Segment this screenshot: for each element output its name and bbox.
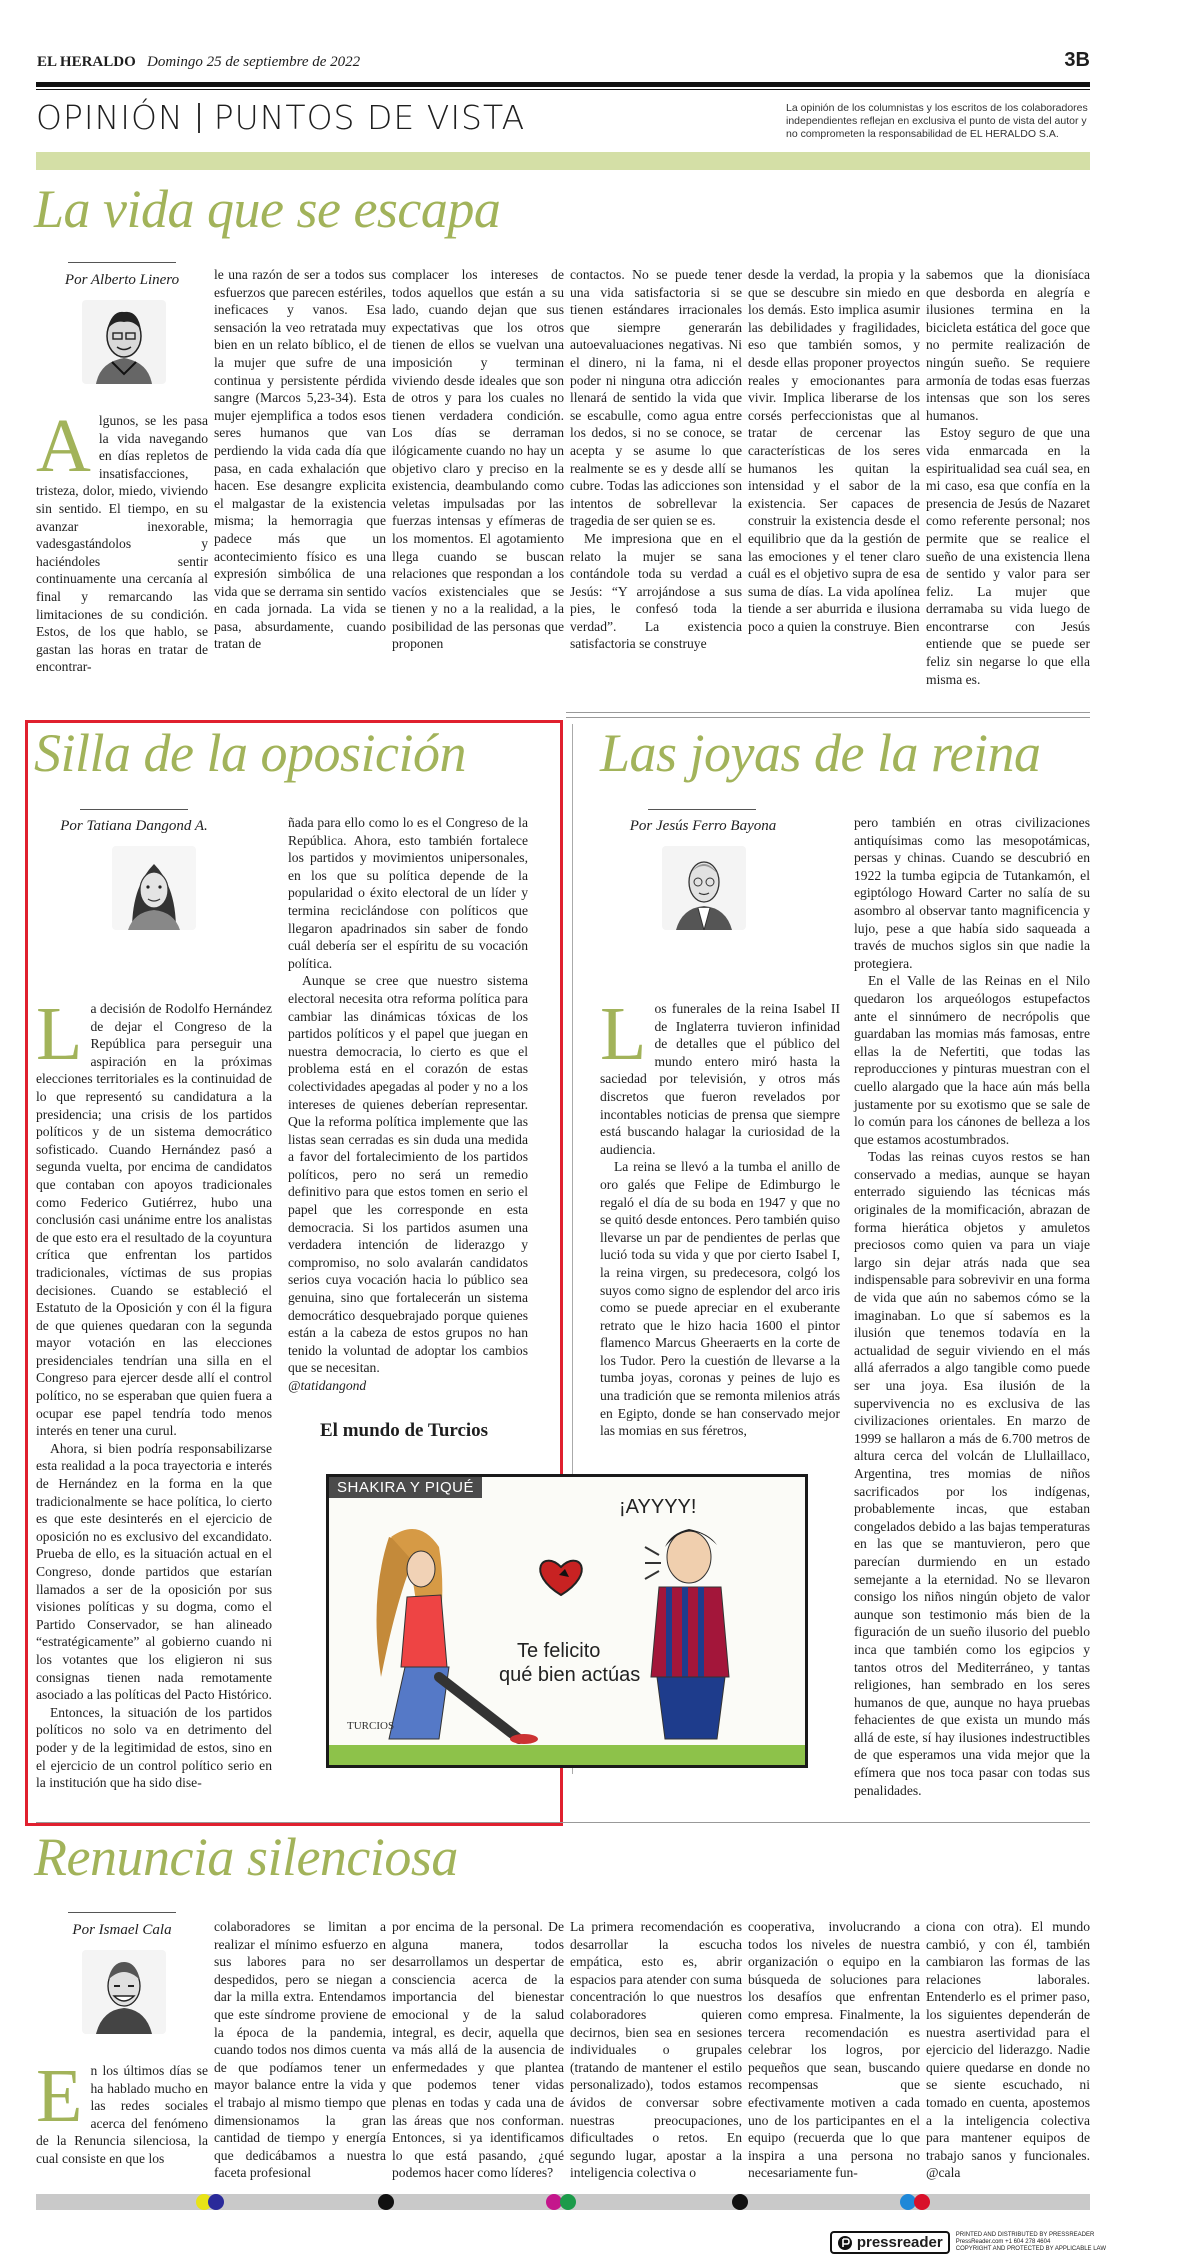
newspaper-header bbox=[37, 52, 360, 71]
registration-dot bbox=[560, 2194, 576, 2210]
paragraph: La reina se llevó a la tumba el anillo de oro galés que Felipe de Edimburgo le regaló el día de su boda en 1947 y que no se quitó desde entonces. Pero también quiso llevarse un par de pendientes de perlas que lució toda su vida y que por cierto Isabel I, la reina virgen, su predecesora, colgó los suyos como signo de esplendor del arco iris como se puede apreciar en el exuberante retrato que le hizo hacia 1600 el pintor flamenco Marcus Gheeraerts en la corte de los Tudor. Pero la cuestión de llevarse a la tumba joyas, coronas y peines de lujo es una tradición que se remonta milenios atrás en Egipto, donde se han conservado mejor las momias en sus féretros, bbox=[600, 1159, 840, 1439]
article-column bbox=[748, 266, 920, 635]
article-column bbox=[288, 814, 528, 1395]
article-byline: Por Jesús Ferro Bayona bbox=[629, 818, 777, 834]
print-color-bar bbox=[36, 2194, 1090, 2210]
paragraph: Aunque se cree que nuestro sistema electoral necesita otra reforma política para cambiar las dinámicas tóxicas de los partidos políticos y el papel que juegan en nuestra democracia, lo cierto es que el problema está en el corazón de estas colectividades apegadas al poder y no a los intereses de quienes deberían representar. Que la reforma política implemente que las listas sean cerradas es sin duda una medida a favor del fortalecimiento de los partidos políticos, pero no será un remedio definitivo para que estos tomen en serio el papel que les corresponde en esta democracia. Si los partidos asumen una verdadera intención de liderazgo y compromiso, no solo avalarán candidatos serios cuya vocación hacia lo público sea genuina, sino que fortalecerán un sistema democrático desquebrajado porque quienes están a la cabeza de estos grupos no han tenido la voluntad de adoptar los cambios que se necesitan. bbox=[288, 973, 528, 1376]
cartoon-illustration bbox=[329, 1477, 805, 1765]
author-portrait bbox=[662, 846, 746, 930]
section-divider bbox=[198, 103, 200, 133]
byline-rule bbox=[648, 809, 756, 810]
registration-dot bbox=[378, 2194, 394, 2210]
paragraph: sabemos que la dionisíaca que desborda en alegría e ilusiones termina en la bicicleta estática del goce que no permite realización de ningún sueño. Se requiere armonía de todas esas fuerzas intensas que son los seres humanos. bbox=[926, 267, 1090, 423]
author-portrait bbox=[112, 846, 196, 930]
article-title: Renuncia silenciosa bbox=[34, 1827, 458, 1887]
author-portrait bbox=[82, 300, 166, 384]
article-column bbox=[926, 1918, 1090, 2182]
divider bbox=[566, 717, 1090, 718]
paragraph: ñada para ello como lo es el Congreso de la República. Ahora, esto también fortalece los partidos y movimientos unipersonales, en los que su política depende de la popularidad o éxito electoral de un líder y termina reciclándose con políticos que llegaron apadrinados sin saber de fondo cuál debería ser el espíritu de su vocación política. bbox=[288, 815, 528, 971]
article-title: Las joyas de la reina bbox=[600, 723, 1041, 783]
article-column bbox=[214, 266, 386, 653]
paragraph: En el Valle de las Reinas en el Nilo quedaron los arqueólogos estupefactos ante el sinnúmero de necrópolis que guardaban las momias más famosas, entre ellas la de Nefertiti, que todas las reproducciones y pinturas muestran con el cuello alargado que la hace aún más bella justamente por su exotismo que se sale de lo común para los cánones de belleza a los que estamos acostumbrados. bbox=[854, 973, 1090, 1147]
paragraph: n los últimos días se ha hablado mucho en las redes sociales acerca del fenómeno de la Renuncia silenciosa, la cual consiste en que los bbox=[36, 2063, 208, 2166]
article-title: La vida que se escapa bbox=[34, 179, 501, 239]
byline-rule bbox=[68, 1912, 176, 1913]
article-column bbox=[748, 1918, 920, 2182]
paragraph: os funerales de la reina Isabel II de Inglaterra tuvieron infinidad de detalles que el público del mundo entero miró hasta la saciedad por televisión, y otros más discretos que fueron revelados por incontables noticias de prensa que siempre está buscando halagar la curiosidad de la audiencia. bbox=[600, 1001, 840, 1157]
cartoon-title: El mundo de Turcios bbox=[320, 1420, 489, 1441]
pressreader-icon bbox=[837, 2235, 853, 2251]
author-handle: @tatidangond bbox=[288, 1378, 367, 1393]
footer-line: PressReader.com +1 604 278 4604 bbox=[955, 2239, 1051, 2245]
section-band bbox=[36, 152, 1090, 170]
cartoon-signature: TURCIOS bbox=[347, 1720, 395, 1732]
paragraph: lgunos, se les pasa la vida navegando en días repletos de insatisfacciones, tristeza, dolor, miedo, viviendo sin sentido. El tiempo, en su avanzar inexorable, vadesgastándolos y haciéndoles sentir continuamente una cercanía al final y remarcando las limitaciones de su condición. Estos, de los que hablo, se gastan las horas en tratar de encontrar- bbox=[36, 413, 208, 675]
registration-dot bbox=[914, 2194, 930, 2210]
paragraph: desde la verdad, la propia y la que se descubre sin miedo en los demás. Esto implica asumir las debilidades y fragilidades, eso que también somos, y desde ellas proponer proyectos reales y emocionantes para vivir. Implica liberarse de los corsés perfeccionistas que al tratar de cercenar las características de los seres humanos les quitan la intensidad y el sabor de la existencia. Ser capaces de construir la existencia desde el equilibrio que da la gestión de las emociones y el tener claro cuál es el objetivo supra de esa suma de días. La vida apolínea tiende a ser aburrida e ilusiona poco a quien la construye. Bien bbox=[748, 267, 920, 634]
paragraph: Entonces, la situación de los partidos políticos no solo va en detrimento del poder y de la legitimidad de estos, sino en el ejercicio de un control político serio en la institución que ha sido dise- bbox=[36, 1704, 272, 1791]
drop-cap: L bbox=[600, 992, 647, 1076]
pressreader-footer bbox=[830, 2231, 1106, 2254]
author-portrait bbox=[82, 1950, 166, 2034]
paragraph: ciona con otra). El mundo cambió, y con él, también cambiaron las formas de las relaciones laborales. Entenderlo es el primer paso, los siguientes dependerán de nuestra asertividad para el ejercicio del liderazgo. Nadie quiere quedarse en donde no se siente escuchado, ni tomado en cuenta, apostemos a la inteligencia colectiva para mantener equipos de trabajo sanos y funcionales. @cala bbox=[926, 1919, 1090, 2181]
article-column bbox=[36, 404, 208, 676]
article-column bbox=[600, 992, 840, 1440]
disclaimer: La opinión de los columnistas y los escritos de los colaboradores independientes reflejan en exclusiva el punto de vista del autor y no comprometen la responsabilidad de EL HERALDO S.A. bbox=[786, 102, 1088, 140]
article-column bbox=[854, 814, 1090, 1799]
paragraph: Me impresiona que en el relato la mujer se sana contándole toda su verdad a Jesús: “Y arrojándose a sus pies, le confesó toda la verdad”. La existencia satisfactoria se construye bbox=[570, 530, 742, 652]
drop-cap: L bbox=[36, 992, 83, 1076]
section-label: OPINIÓN bbox=[36, 98, 184, 137]
article-column bbox=[36, 2054, 208, 2168]
article-column bbox=[392, 1918, 564, 2182]
article-byline: Por Ismael Cala bbox=[72, 1922, 172, 1938]
paragraph: pero también en otras civilizaciones antiquísimas como las mesopotámicas, persas y chinas. Cuando se descubrió en 1922 la tumba egipcia de Tutankamón, el egiptólogo Howard Carter no salía de su asombro al observar tanto magnificencia y lujo, pese a que había sido saqueada a través de muchos siglos sin que nadie la protegiera. bbox=[854, 815, 1090, 971]
paragraph: Ahora, si bien podría responsabilizarse esta realidad a la poca trayectoria e interés de Hernández en la forma en la que tradicionalmente se hace política, lo cierto es que este desinterés en el ejercicio de oposición no es exclusivo del excandidato. Prueba de ello, es la situación actual en el Congreso, donde partidos que estarían llamados a ser de la oposición por sus visiones políticas y su dogma, como el Partido Conservador, se han alineado “estratégicamente” al gobierno cuando ni los votantes que los eligieron ni sus consignas tienen nada remotamente asociado a las políticas del Pacto Histórico. bbox=[36, 1440, 272, 1703]
article-byline: Por Tatiana Dangond A. bbox=[60, 818, 208, 834]
pressreader-brand: pressreader bbox=[856, 2234, 943, 2251]
article-title: Silla de la oposición bbox=[34, 723, 466, 783]
paragraph: La primera recomendación es desarrollar la escucha empática, esto es, abrir espacios para atender con suma concentración lo que nuestros colaboradores quieren decirnos, bien sea en sesiones individuales o grupales (tratando de mantener el estilo personalizado), todos estamos ávidos de conversar sobre nuestras preocupaciones, dificultades o retos. En segundo lugar, apostar a la inteligencia colectiva o bbox=[570, 1919, 742, 2181]
section-title bbox=[36, 98, 525, 137]
footer-line: PRINTED AND DISTRIBUTED BY PRESSREADER bbox=[955, 2232, 1095, 2238]
article-byline: Por Alberto Linero bbox=[64, 272, 180, 288]
paper-name: EL HERALDO bbox=[37, 54, 136, 70]
subsection-label: PUNTOS DE VISTA bbox=[213, 98, 526, 137]
paragraph: Todas las reinas cuyos restos se han conservado a medias, aunque se hayan enterrado siguiendo las técnicas más originales de la momificación, abrazan de forma hierática objetos y amuletos preciosos como quien va para un viaje largo sin dejar atrás nada que sea indispensable para sobrevivir en una forma de vida que aún no sabemos cómo se la imaginaban. Lo que sí sabemos es la ilusión que tenemos todavía en la actualidad de seguir viviendo en el más allá aferrados a algo tangible como puede ser una joya. Esa ilusión de la supervivencia no es exclusiva de las civilizaciones orientales. En marzo de 1999 se hallaron a más de 6.700 metros de altura cerca del volcán de Llullaillaco, Argentina, tres momias de niños sacrificados por los indígenas, probablemente incas, que estaban congelados debido a las bajas temperaturas en las que se mantuvieron, pero que parecían durmiendo en un estado semejante a la eternidad. No se llevaron consigo los niños ningún objeto de valor aunque son testimonio más bien de la figuración de un sueño ilusorio del pueblo inca que también como los egipcios y tantos otros del Mediterráneo, y tantas religiones, han sembrado en los seres humanos de que, aunque no haya pruebas fehacientes de que exista un mundo más allá de este, sí hay ilusiones indestructibles de que esperamos una vida mejor que la efímera que nos toca pasar con todas sus penalidades. bbox=[854, 1149, 1090, 1798]
header-rule bbox=[36, 82, 1090, 87]
speech-bubble-2: qué bien actúas bbox=[499, 1664, 641, 1686]
paragraph: por encima de la personal. De alguna manera, todos desarrollamos un despertar de consciencia acerca de la importancia del bienestar emocional y de la salud integral, es decir, aquella que va más allá de la ausencia de enfermedades y que plantea que podemos tener vidas plenas en todas y cada una de las áreas que nos conforman. Entonces, si ya identificamos lo que está pasando, ¿qué podemos hacer como líderes? bbox=[392, 1919, 564, 2181]
byline-rule bbox=[68, 262, 176, 263]
article-column bbox=[214, 1918, 386, 2182]
registration-dot bbox=[732, 2194, 748, 2210]
byline-rule bbox=[80, 809, 188, 810]
drop-cap: E bbox=[36, 2054, 83, 2138]
header-rule-thin bbox=[36, 89, 1090, 90]
article-column bbox=[926, 266, 1090, 688]
cartoon bbox=[326, 1474, 808, 1768]
article-column bbox=[392, 266, 564, 653]
paragraph: cooperativa, involucrando a todos los niveles de nuestra organización o equipo en la búsqueda de soluciones para los desafíos que enfrentan como empresa. Finalmente, la tercera recomendación es celebrar los logros, por pequeños que sean, buscando recompensas que efectivamente motiven a cada uno de los participantes en el equipo (recuerda que lo que inspira a una persona no necesariamente fun- bbox=[748, 1919, 920, 2181]
issue-date: Domingo 25 de septiembre de 2022 bbox=[147, 54, 361, 70]
pressreader-logo bbox=[830, 2231, 950, 2254]
drop-cap: A bbox=[36, 404, 91, 488]
speech-bubble-1: Te felicito bbox=[517, 1640, 601, 1662]
paragraph: Estoy seguro de que una vida enmarcada en la espiritualidad sea cuál sea, en mi caso, esa que confía en la presencia de Jesús de Nazaret como referente personal; nos permite que se realice el sueño de una existencia llena de sentido y valor para ser feliz. La mujer que derramaba su vida luego de encontrarse con Jesús entiende que se puede ser feliz sin negarse lo que ella misma es. bbox=[926, 425, 1090, 687]
article-column bbox=[36, 992, 272, 1792]
paragraph: complacer los intereses de todos aquellos que están a su lado, cuando dejan que sus expectativas que los otros tienen de ellos se vuelvan una imposición y terminan viviendo desde ideales que son de otros y para los cuales no tienen verdadera condición. Los días se derraman ilógicamente cuando no hay un objetivo claro y preciso en la existencia, deambulando como veletas impulsadas por las fuerzas intensas y efímeras de los momentos. El agotamiento llega cuando se buscan relaciones que respondan a los vacíos existenciales que se tienen y no a la realidad, a la posibilidad de las personas que proponen bbox=[392, 267, 564, 652]
registration-dot bbox=[208, 2194, 224, 2210]
article-column bbox=[570, 266, 742, 653]
paragraph: a decisión de Rodolfo Hernández de dejar el Congreso de la República para perseguir una aspiración en la próximas elecciones territoriales es la continuidad de lo que representó su candidatura a la presidencia; una crisis de los partidos políticos y de un sistema democrático sofisticado. Cuando Hernández pasó a segunda vuelta, por encima de candidatos que contaban con apoyos tradicionales como Federico Gutiérrez, hubo una conclusión casi unánime entre los analistas de que esto era el resultado de la coyuntura crítica que enfrentan los partidos tradicionales, víctimas de sus propias decisiones. Cuando se estableció el Estatuto de la Oposición y con él la figura de que quienes quedaran con la segunda mayor votación en las elecciones presidenciales tendrían una silla en el Congreso para ejercer desde allí el control político, no se esperaban que quien fuera a ocupar ese papel tendría todo menos interés en tener una curul. bbox=[36, 1001, 272, 1439]
paragraph: contactos. No se puede tener una vida satisfactoria si se tienen estándares irracionales que siempre generarán autoevaluaciones negativas. Ni el dinero, ni la fama, ni el poder ni ninguna otra adicción llenará de sentido la vida que se escabulle, como agua entre los dedos, si no se conoce, se acepta y se asume lo que realmente se es y desde allí se cubre. Todas las adicciones son intentos de sobrellevar la tragedia de ser quien se es. bbox=[570, 267, 742, 529]
speech-bubble-3: ¡AYYYY! bbox=[619, 1496, 697, 1518]
article-column bbox=[570, 1918, 742, 2182]
paragraph: le una razón de ser a todos sus esfuerzos que parecen estériles, ineficaces y vanos. Esa sensación la veo retratada muy bien en un relato bíblico, el de la mujer que sufre de una continua y persistente pérdida sangre (Marcos 5,23-34). Esta mujer ejemplifica a todos esos seres humanos que van perdiendo la vida cada día que pasa, en cada exhalación que hacen. Ese desangre explicita el malgastar de la existencia misma; la hemorragia que padece más que un acontecimiento físico es una expresión simbólica de una vida que se derrama sin sentido en cada jornada. La vida se pasa, absurdamente, cuando tratan de bbox=[214, 267, 386, 652]
footer-line: COPYRIGHT AND PROTECTED BY APPLICABLE LAW bbox=[955, 2246, 1106, 2252]
page-number: 3B bbox=[1064, 49, 1090, 71]
divider bbox=[36, 1822, 1090, 1823]
divider bbox=[566, 712, 1090, 713]
cartoon-tag: SHAKIRA Y PIQUÉ bbox=[329, 1477, 482, 1498]
paragraph: colaboradores se limitan a realizar el mínimo esfuerzo en sus labores para no ser despedidos, pero se niegan a dar la milla extra. Entendamos que este síndrome proviene de la época de la pandemia, cuando todos nos dimos cuenta de que podíamos tener un mayor balance entre la vida y el trabajo al mismo tiempo que dimensionamos la gran cantidad de tiempo y energía que dedicábamos a nuestra faceta profesional bbox=[214, 1919, 386, 2181]
